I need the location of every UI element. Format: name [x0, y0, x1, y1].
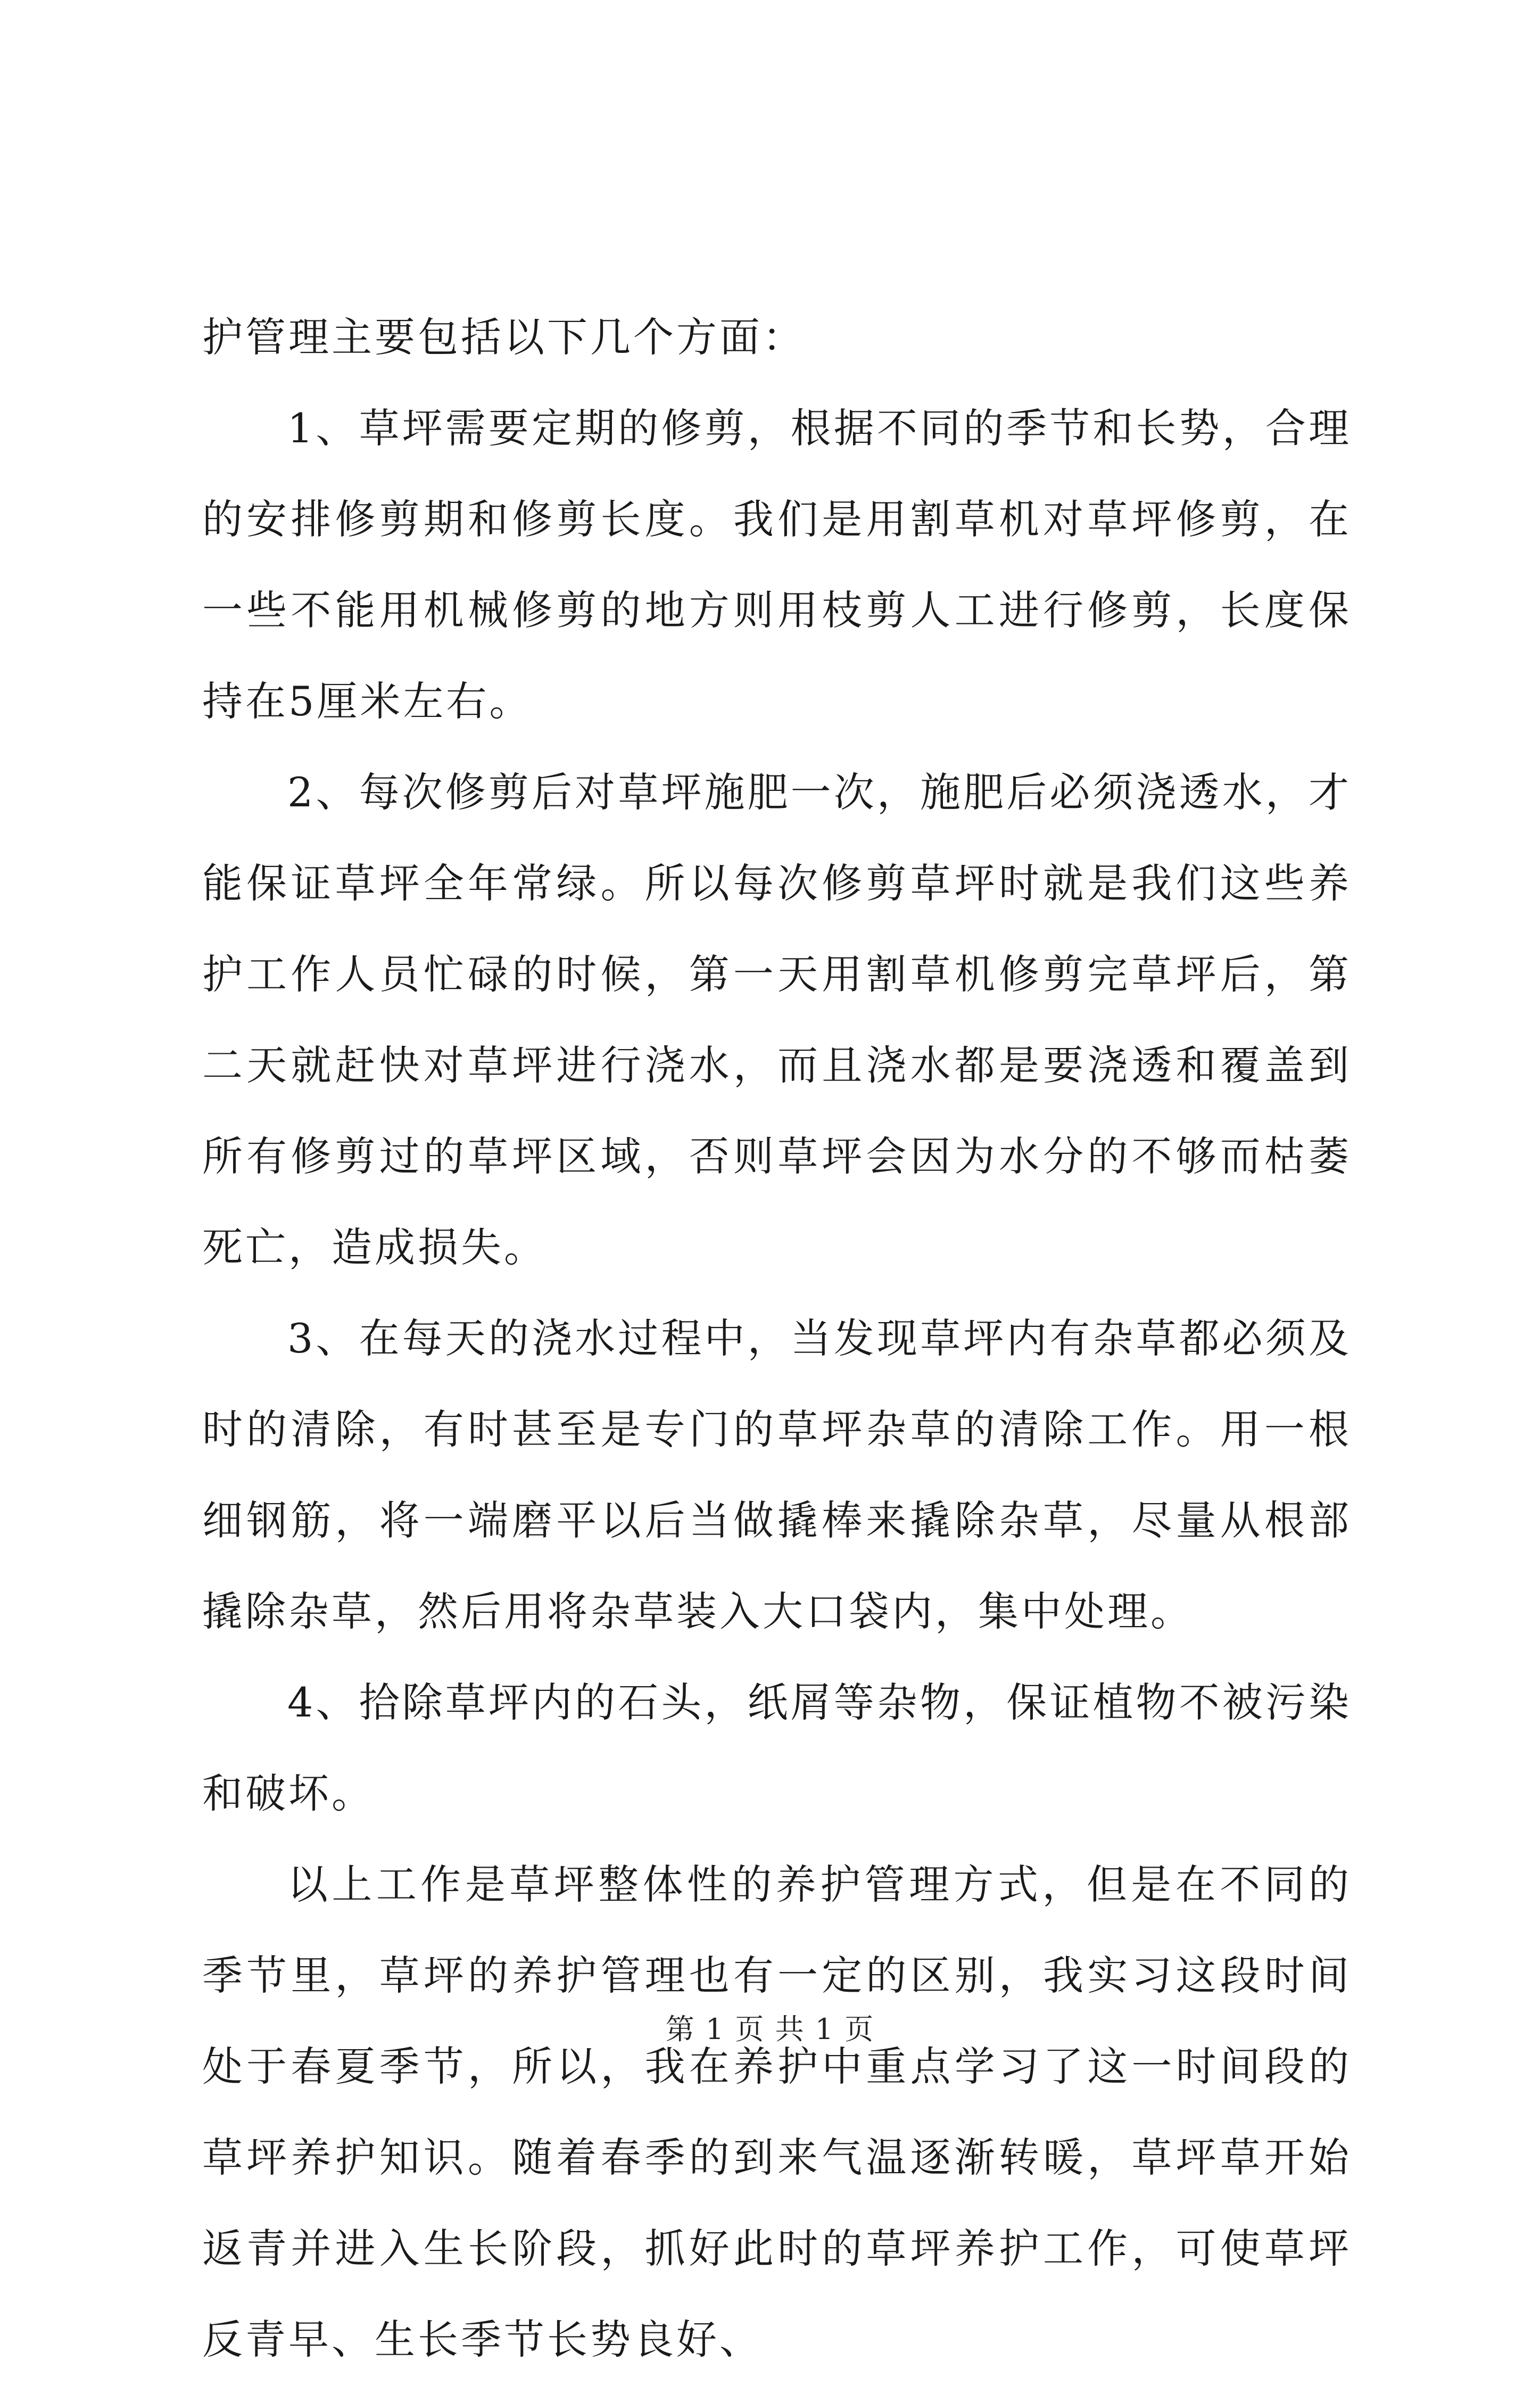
paragraph-item-1: 1、草坪需要定期的修剪，根据不同的季节和长势，合理的安排修剪期和修剪长度。我们是用割草机对草坪修剪，在一些不能用机械修剪的地方则用枝剪人工进行修剪，长度保持在5厘米左右。 [202, 405, 1352, 725]
document-body [202, 292, 1352, 2385]
page-footer: 第 1 页 共 1 页 [665, 2012, 875, 2046]
paragraph-summary: 以上工作是草坪整体性的养护管理方式，但是在不同的季节里，草坪的养护管理也有一定的区别，我实习这段时间处于春夏季节，所以，我在养护中重点学习了这一时间段的草坪养护知识。随着春季的到来气温逐渐转暖，草坪草开始返青并进入生长阶段，抓好此时的草坪养护工作，可使草坪反青早、生长季节长势良好、 [202, 1861, 1352, 2363]
paragraph-item-4: 4、拾除草坪内的石头，纸屑等杂物，保证植物不被污染和破坏。 [202, 1679, 1352, 1817]
paragraph-item-2: 2、每次修剪后对草坪施肥一次，施肥后必须浇透水，才能保证草坪全年常绿。所以每次修剪草坪时就是我们这些养护工作人员忙碌的时候，第一天用割草机修剪完草坪后，第二天就赶快对草坪进行浇水，而且浇水都是要浇透和覆盖到所有修剪过的草坪区域，否则草坪会因为水分的不够而枯萎死亡，造成损失。 [202, 769, 1352, 1271]
paragraph-intro: 护管理主要包括以下几个方面： [202, 313, 806, 361]
paragraph-item-3: 3、在每天的浇水过程中，当发现草坪内有杂草都必须及时的清除，有时甚至是专门的草坪杂草的清除工作。用一根细钢筋，将一端磨平以后当做撬棒来撬除杂草，尽量从根部撬除杂草，然后用将杂草装入大口袋内，集中处理。 [202, 1315, 1352, 1635]
